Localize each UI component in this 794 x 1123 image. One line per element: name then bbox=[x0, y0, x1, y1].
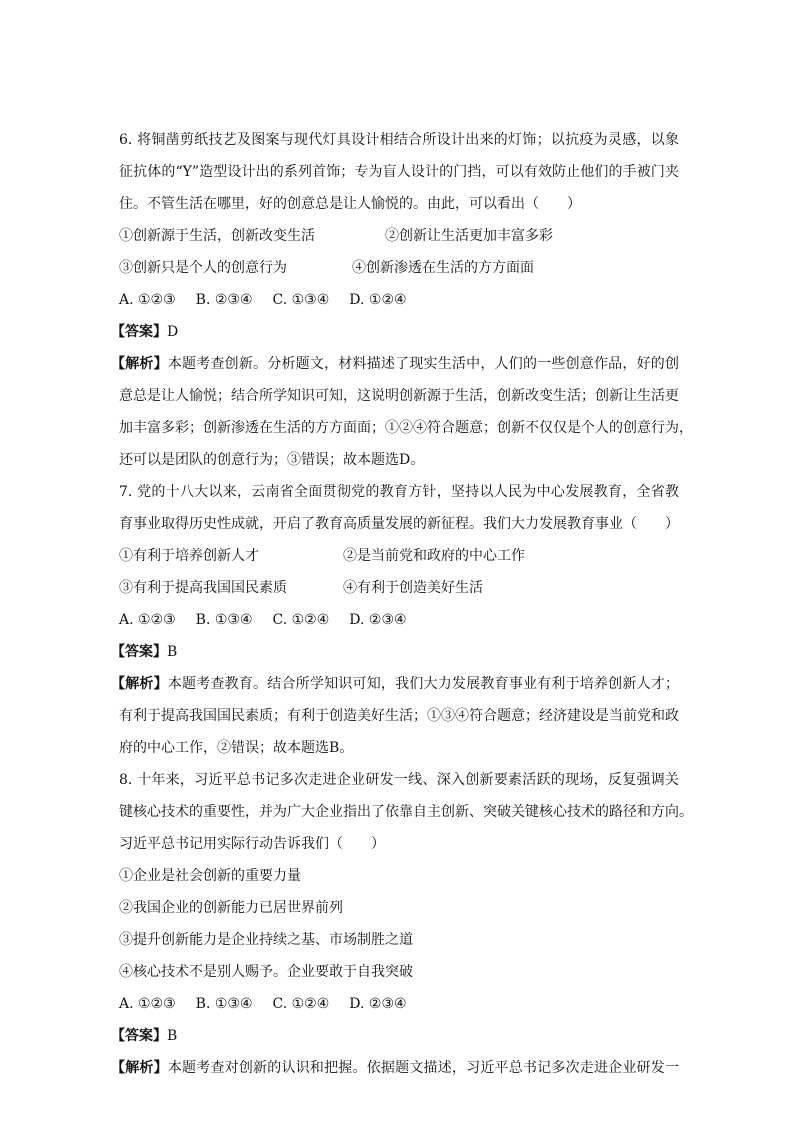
q8-option-3: ③提升创新能力是企业持续之基、市场制胜之道 bbox=[119, 932, 413, 948]
q7-analysis-text-1: 本题考查教育。结合所学知识可知，我们大力发展教育事业有利于培养创新人才； bbox=[167, 676, 680, 692]
q6-option-1: ①创新源于生活，创新改变生活 bbox=[119, 228, 315, 244]
q8-choice-b: B. ①③④ bbox=[195, 996, 253, 1012]
q6-stem-line-2: 征抗体的“Y”造型设计出的系列首饰；专为盲人设计的门挡，可以有效防止他们的手被门夹 bbox=[119, 164, 679, 180]
q8-stem-line-2: 键核心技术的重要性，并为广大企业指出了依靠自主创新、突破关键核心技术的路径和方向。 bbox=[119, 804, 693, 820]
q6-answer bbox=[111, 322, 671, 342]
q7-answer-tag: 【答案】 bbox=[111, 644, 167, 660]
q6-analysis-line-2: 意总是让人愉悦；结合所学知识可知，这说明创新源于生活，创新改变生活；创新让生活更 bbox=[119, 388, 679, 404]
q8-answer-value: B bbox=[167, 1028, 178, 1044]
q7-option-1: ①有利于培养创新人才 bbox=[119, 548, 259, 564]
q7-stem-line-1: 7. 党的十八大以来，云南省全面贯彻党的教育方针，坚持以人民为中心发展教育，全省教 bbox=[119, 484, 679, 500]
q6-option-4: ④创新渗透在生活的方方面面 bbox=[352, 260, 534, 276]
q8-analysis-text-1: 本题考查对创新的认识和把握。依据题文描述，习近平总书记多次走进企业研发一 bbox=[167, 1060, 680, 1076]
q7-analysis-line-1 bbox=[111, 674, 679, 694]
q7-option-4: ④有利于创造美好生活 bbox=[343, 580, 483, 596]
q6-answer-value: D bbox=[167, 324, 179, 340]
q7-choice-d: D. ②③④ bbox=[349, 612, 407, 628]
q8-answer bbox=[111, 1026, 671, 1046]
q8-analysis-tag: 【解析】 bbox=[111, 1060, 168, 1076]
q6-answer-tag: 【答案】 bbox=[111, 324, 167, 340]
q7-choice-b: B. ①③④ bbox=[195, 612, 253, 628]
q6-option-3: ③创新只是个人的创意行为 bbox=[119, 260, 287, 276]
q7-choice-a: A. ①②③ bbox=[119, 612, 176, 628]
q7-analysis-line-3: 府的中心工作，②错误；故本题选B。 bbox=[119, 740, 354, 756]
q6-choice-d: D. ①②④ bbox=[349, 292, 407, 308]
q7-choices bbox=[119, 610, 679, 630]
q7-analysis-tag: 【解析】 bbox=[111, 676, 168, 692]
q8-choice-a: A. ①②③ bbox=[119, 996, 176, 1012]
q6-stem-line-1: 6. 将铜凿剪纸技艺及图案与现代灯具设计相结合所设计出来的灯饰；以抗疫为灵感，以象 bbox=[119, 132, 679, 148]
q8-stem-line-3: 习近平总书记用实际行动告诉我们（ ） bbox=[119, 836, 385, 852]
q6-choice-b: B. ②③④ bbox=[195, 292, 253, 308]
q7-option-2: ②是当前党和政府的中心工作 bbox=[343, 548, 525, 564]
q8-analysis-line-1 bbox=[111, 1058, 679, 1078]
q8-option-1: ①企业是社会创新的重要力量 bbox=[119, 868, 301, 884]
q6-stem-line-3: 住。不管生活在哪里，好的创意总是让人愉悦的。由此，可以看出（ ） bbox=[119, 196, 581, 212]
q6-choice-c: C. ①③④ bbox=[272, 292, 330, 308]
q8-answer-tag: 【答案】 bbox=[111, 1028, 167, 1044]
q7-answer-value: B bbox=[167, 644, 178, 660]
q8-choice-c: C. ①②④ bbox=[272, 996, 330, 1012]
q6-option-2: ②创新让生活更加丰富多彩 bbox=[385, 228, 553, 244]
q8-choice-d: D. ②③④ bbox=[349, 996, 407, 1012]
q6-analysis-line-3: 加丰富多彩；创新渗透在生活的方方面面；①②④符合题意；创新不仅仅是个人的创意行为， bbox=[119, 420, 693, 436]
q6-analysis-tag: 【解析】 bbox=[111, 356, 168, 372]
q6-analysis-line-1 bbox=[111, 354, 679, 374]
q6-choice-a: A. ①②③ bbox=[119, 292, 176, 308]
q7-choice-c: C. ①②④ bbox=[272, 612, 330, 628]
q6-analysis-text-1: 本题考查创新。分析题文，材料描述了现实生活中，人们的一些创意作品，好的创 bbox=[167, 356, 680, 372]
q7-stem-line-2: 育事业取得历史性成就，开启了教育高质量发展的新征程。我们大力发展教育事业（ ） bbox=[119, 516, 679, 532]
q8-option-2: ②我国企业的创新能力已居世界前列 bbox=[119, 900, 343, 916]
q6-analysis-line-4: 还可以是团队的创意行为；③错误；故本题选D。 bbox=[119, 452, 425, 468]
q7-analysis-line-2: 有利于提高我国国民素质；有利于创造美好生活；①③④符合题意；经济建设是当前党和政 bbox=[119, 708, 679, 724]
q6-choices bbox=[119, 290, 679, 310]
q8-choices bbox=[119, 994, 679, 1014]
q8-option-4: ④核心技术不是别人赐予。企业要敢于自我突破 bbox=[119, 964, 413, 980]
q8-stem-line-1: 8. 十年来，习近平总书记多次走进企业研发一线、深入创新要素活跃的现场，反复强调关 bbox=[119, 772, 679, 788]
q7-answer bbox=[111, 642, 671, 662]
q7-option-3: ③有利于提高我国国民素质 bbox=[119, 580, 287, 596]
